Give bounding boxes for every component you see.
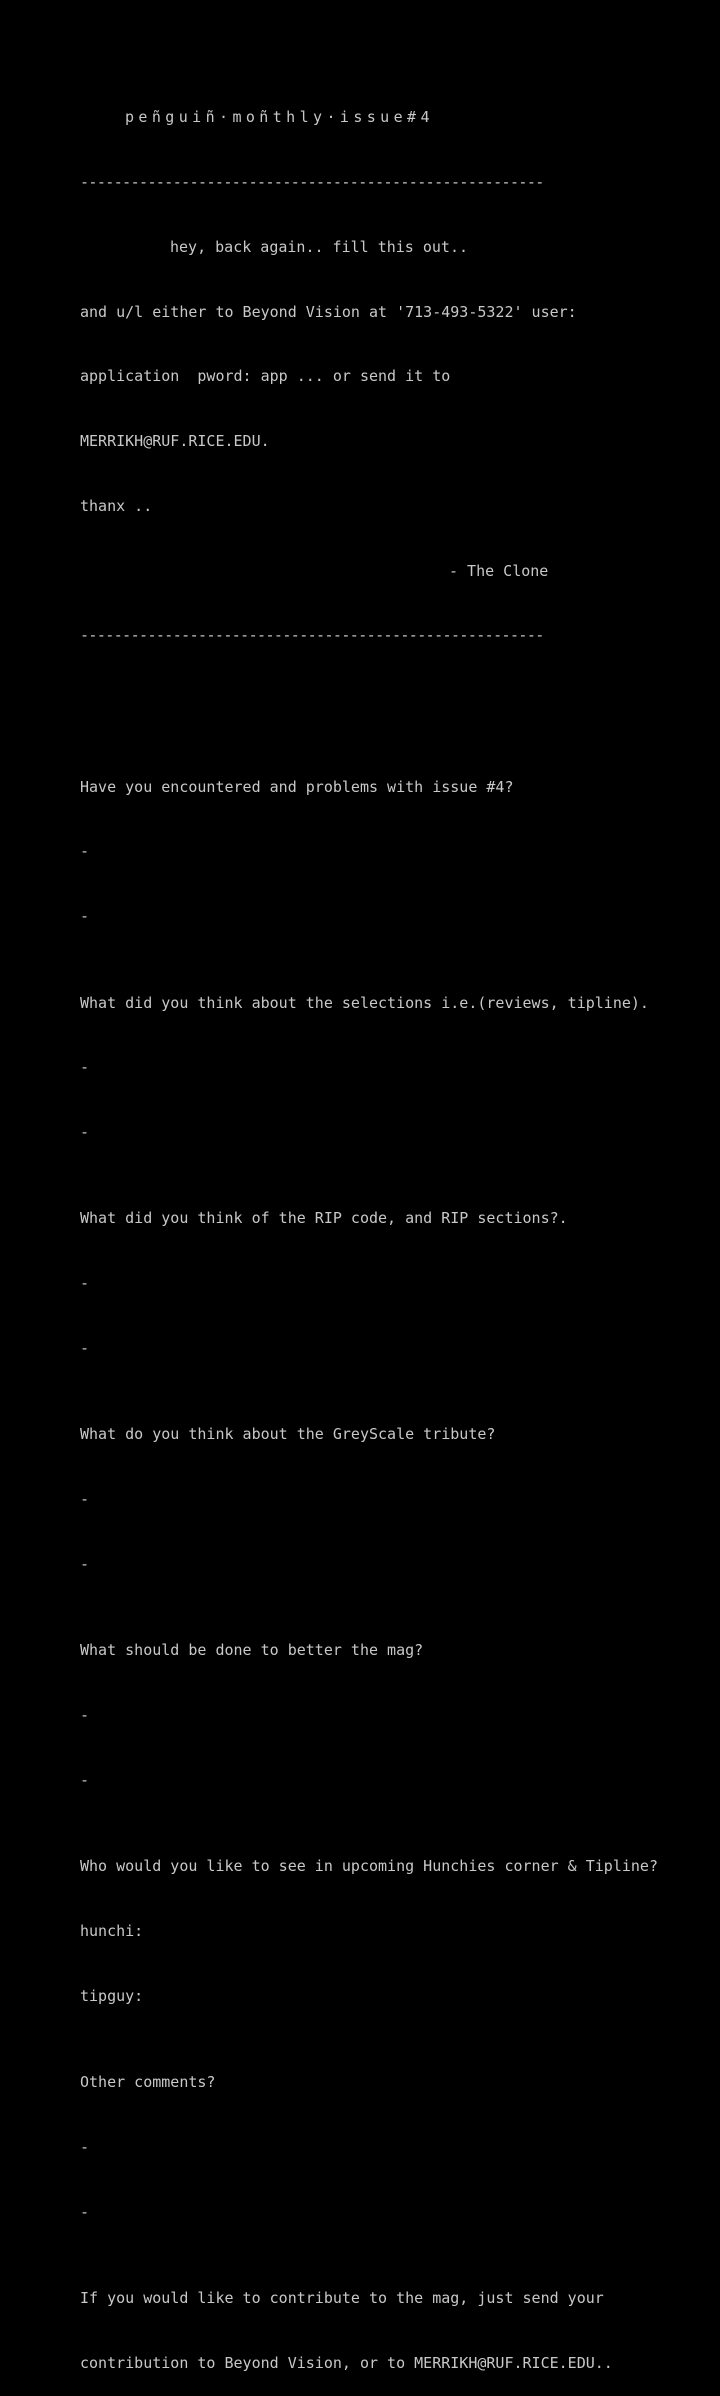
intro-line-4: MERRIKH@RUF.RICE.EDU. <box>80 432 270 451</box>
footer-line-2: contribution to Beyond Vision, or to MERRIKH@RUF.RICE.EDU.. <box>80 2353 613 2372</box>
answer-line[interactable]: - <box>80 1274 90 1293</box>
answer-line[interactable]: - <box>80 1770 90 1789</box>
answer-line[interactable]: - <box>80 842 90 861</box>
answer-line[interactable]: - <box>80 1339 90 1358</box>
terminal-screen <box>80 64 658 2396</box>
signature: - The Clone <box>449 561 549 580</box>
intro-line-3: application pword: app ... or send it to <box>80 367 451 386</box>
question-1: Have you encountered and problems with issue #4? <box>80 777 514 796</box>
question-2: What did you think about the selections i.e.(reviews, tipline). <box>80 993 649 1012</box>
answer-line[interactable]: - <box>80 2138 90 2156</box>
intro-line-1: hey, back again.. fill this out.. <box>170 237 469 256</box>
answer-line[interactable]: - <box>80 1554 90 1573</box>
question-4: What do you think about the GreyScale tribute? <box>80 1425 496 1444</box>
top-divider: ------------------------------------------------------- <box>80 172 544 191</box>
hunchi-field[interactable]: hunchi: <box>80 1922 144 1941</box>
answer-line[interactable]: - <box>80 1058 90 1077</box>
intro-line-2: and u/l either to Beyond Vision at '713-493-5322' user: <box>80 302 577 321</box>
question-6: Who would you like to see in upcoming Hunchies corner & Tipline? <box>80 1857 658 1876</box>
bottom-divider: ------------------------------------------------------- <box>80 626 544 645</box>
question-3: What did you think of the RIP code, and RIP sections?. <box>80 1209 568 1228</box>
answer-line[interactable]: - <box>80 907 90 926</box>
footer-line-1: If you would like to contribute to the mag, just send your <box>80 2289 604 2308</box>
answer-line[interactable]: - <box>80 1490 90 1509</box>
answer-line[interactable]: - <box>80 1123 90 1142</box>
tipguy-field[interactable]: tipguy: <box>80 1986 144 2005</box>
issue-title: peñguiñ·moñthly·issue#4 <box>125 108 434 127</box>
spacer <box>80 690 658 712</box>
question-7: Other comments? <box>80 2073 216 2092</box>
question-5: What should be done to better the mag? <box>80 1641 424 1660</box>
intro-line-5: thanx .. <box>80 496 153 515</box>
answer-line[interactable]: - <box>80 2202 90 2221</box>
answer-line[interactable]: - <box>80 1706 90 1725</box>
